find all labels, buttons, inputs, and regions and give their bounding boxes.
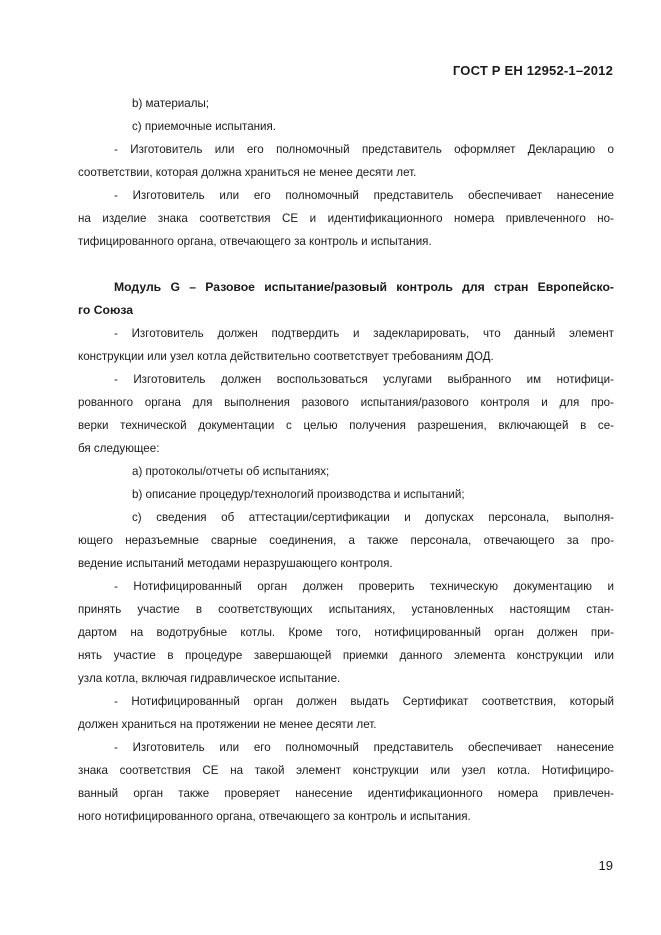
text-line: нять участие в процедуре завершающей приемки данного элемента конструкции или xyxy=(78,649,614,662)
text-line: - Изготовитель или его полномочный представитель обеспечивает нанесение xyxy=(114,189,614,202)
text-line: тифицированного органа, отвечающего за контроль и испытания. xyxy=(78,235,432,248)
text-line: a) протоколы/отчеты об испытаниях; xyxy=(132,465,330,478)
section-heading-line: го Союза xyxy=(78,303,134,317)
text-line: ванный орган также проверяет нанесение идентификационного номера привлечен- xyxy=(78,787,614,800)
text-line: c) приемочные испытания. xyxy=(132,120,277,133)
page-number: 19 xyxy=(598,858,613,873)
text-line: на изделие знака соответствия CE и идентификационного номера привлеченного но- xyxy=(78,212,614,225)
text-line: c) сведения об аттестации/сертификации и допусках персонала, выполня- xyxy=(132,511,614,524)
paragraph-spacer xyxy=(78,253,614,276)
text-line: - Изготовитель или его полномочный представитель обеспечивает нанесение xyxy=(114,741,614,754)
document-code: ГОСТ Р ЕН 12952-1–2012 xyxy=(452,63,613,78)
text-line: знака соответствия CE на такой элемент конструкции или узел котла. Нотифициро- xyxy=(78,764,614,777)
document-body xyxy=(78,92,614,828)
text-line: ющего неразъемные сварные соединения, а также персонала, отвечающего за про- xyxy=(78,534,614,547)
text-line: рованного органа для выполнения разового испытания/разового контроля и для про- xyxy=(78,396,614,409)
text-line: ного нотифицированного органа, отвечающего за контроль и испытания. xyxy=(78,810,471,823)
text-line: - Изготовитель должен подтвердить и задекларировать, что данный элемент xyxy=(114,327,614,340)
text-line: должен храниться на протяжении не менее десяти лет. xyxy=(78,718,377,731)
text-line: узла котла, включая гидравлическое испытание. xyxy=(78,672,341,685)
text-line: соответствии, которая должна храниться не менее десяти лет. xyxy=(78,166,417,179)
text-line: бя следующее: xyxy=(78,442,160,455)
text-line: ведение испытаний методами неразрушающего контроля. xyxy=(78,557,393,570)
text-line: верки технической документации с целью получения разрешения, включающей в се- xyxy=(78,419,614,432)
text-line: принять участие в соответствующих испытаниях, установленных настоящим стан- xyxy=(78,603,614,616)
text-line: - Изготовитель или его полномочный представитель оформляет Декларацию о xyxy=(114,143,614,156)
text-line: - Нотифицированный орган должен проверить техническую документацию и xyxy=(114,580,614,593)
section-heading-line: Модуль G – Разовое испытание/разовый контроль для стран Европейско- xyxy=(114,280,614,294)
text-line: b) материалы; xyxy=(132,97,210,110)
text-line: дартом на водотрубные котлы. Кроме того, нотифицированный орган должен при- xyxy=(78,626,614,639)
text-line: b) описание процедур/технологий производства и испытаний; xyxy=(132,488,465,501)
text-line: - Изготовитель должен воспользоваться услугами выбранного им нотифици- xyxy=(114,373,614,386)
text-line: - Нотифицированный орган должен выдать Сертификат соответствия, который xyxy=(114,695,614,708)
text-line: конструкции или узел котла действительно соответствует требованиям ДОД. xyxy=(78,350,494,363)
